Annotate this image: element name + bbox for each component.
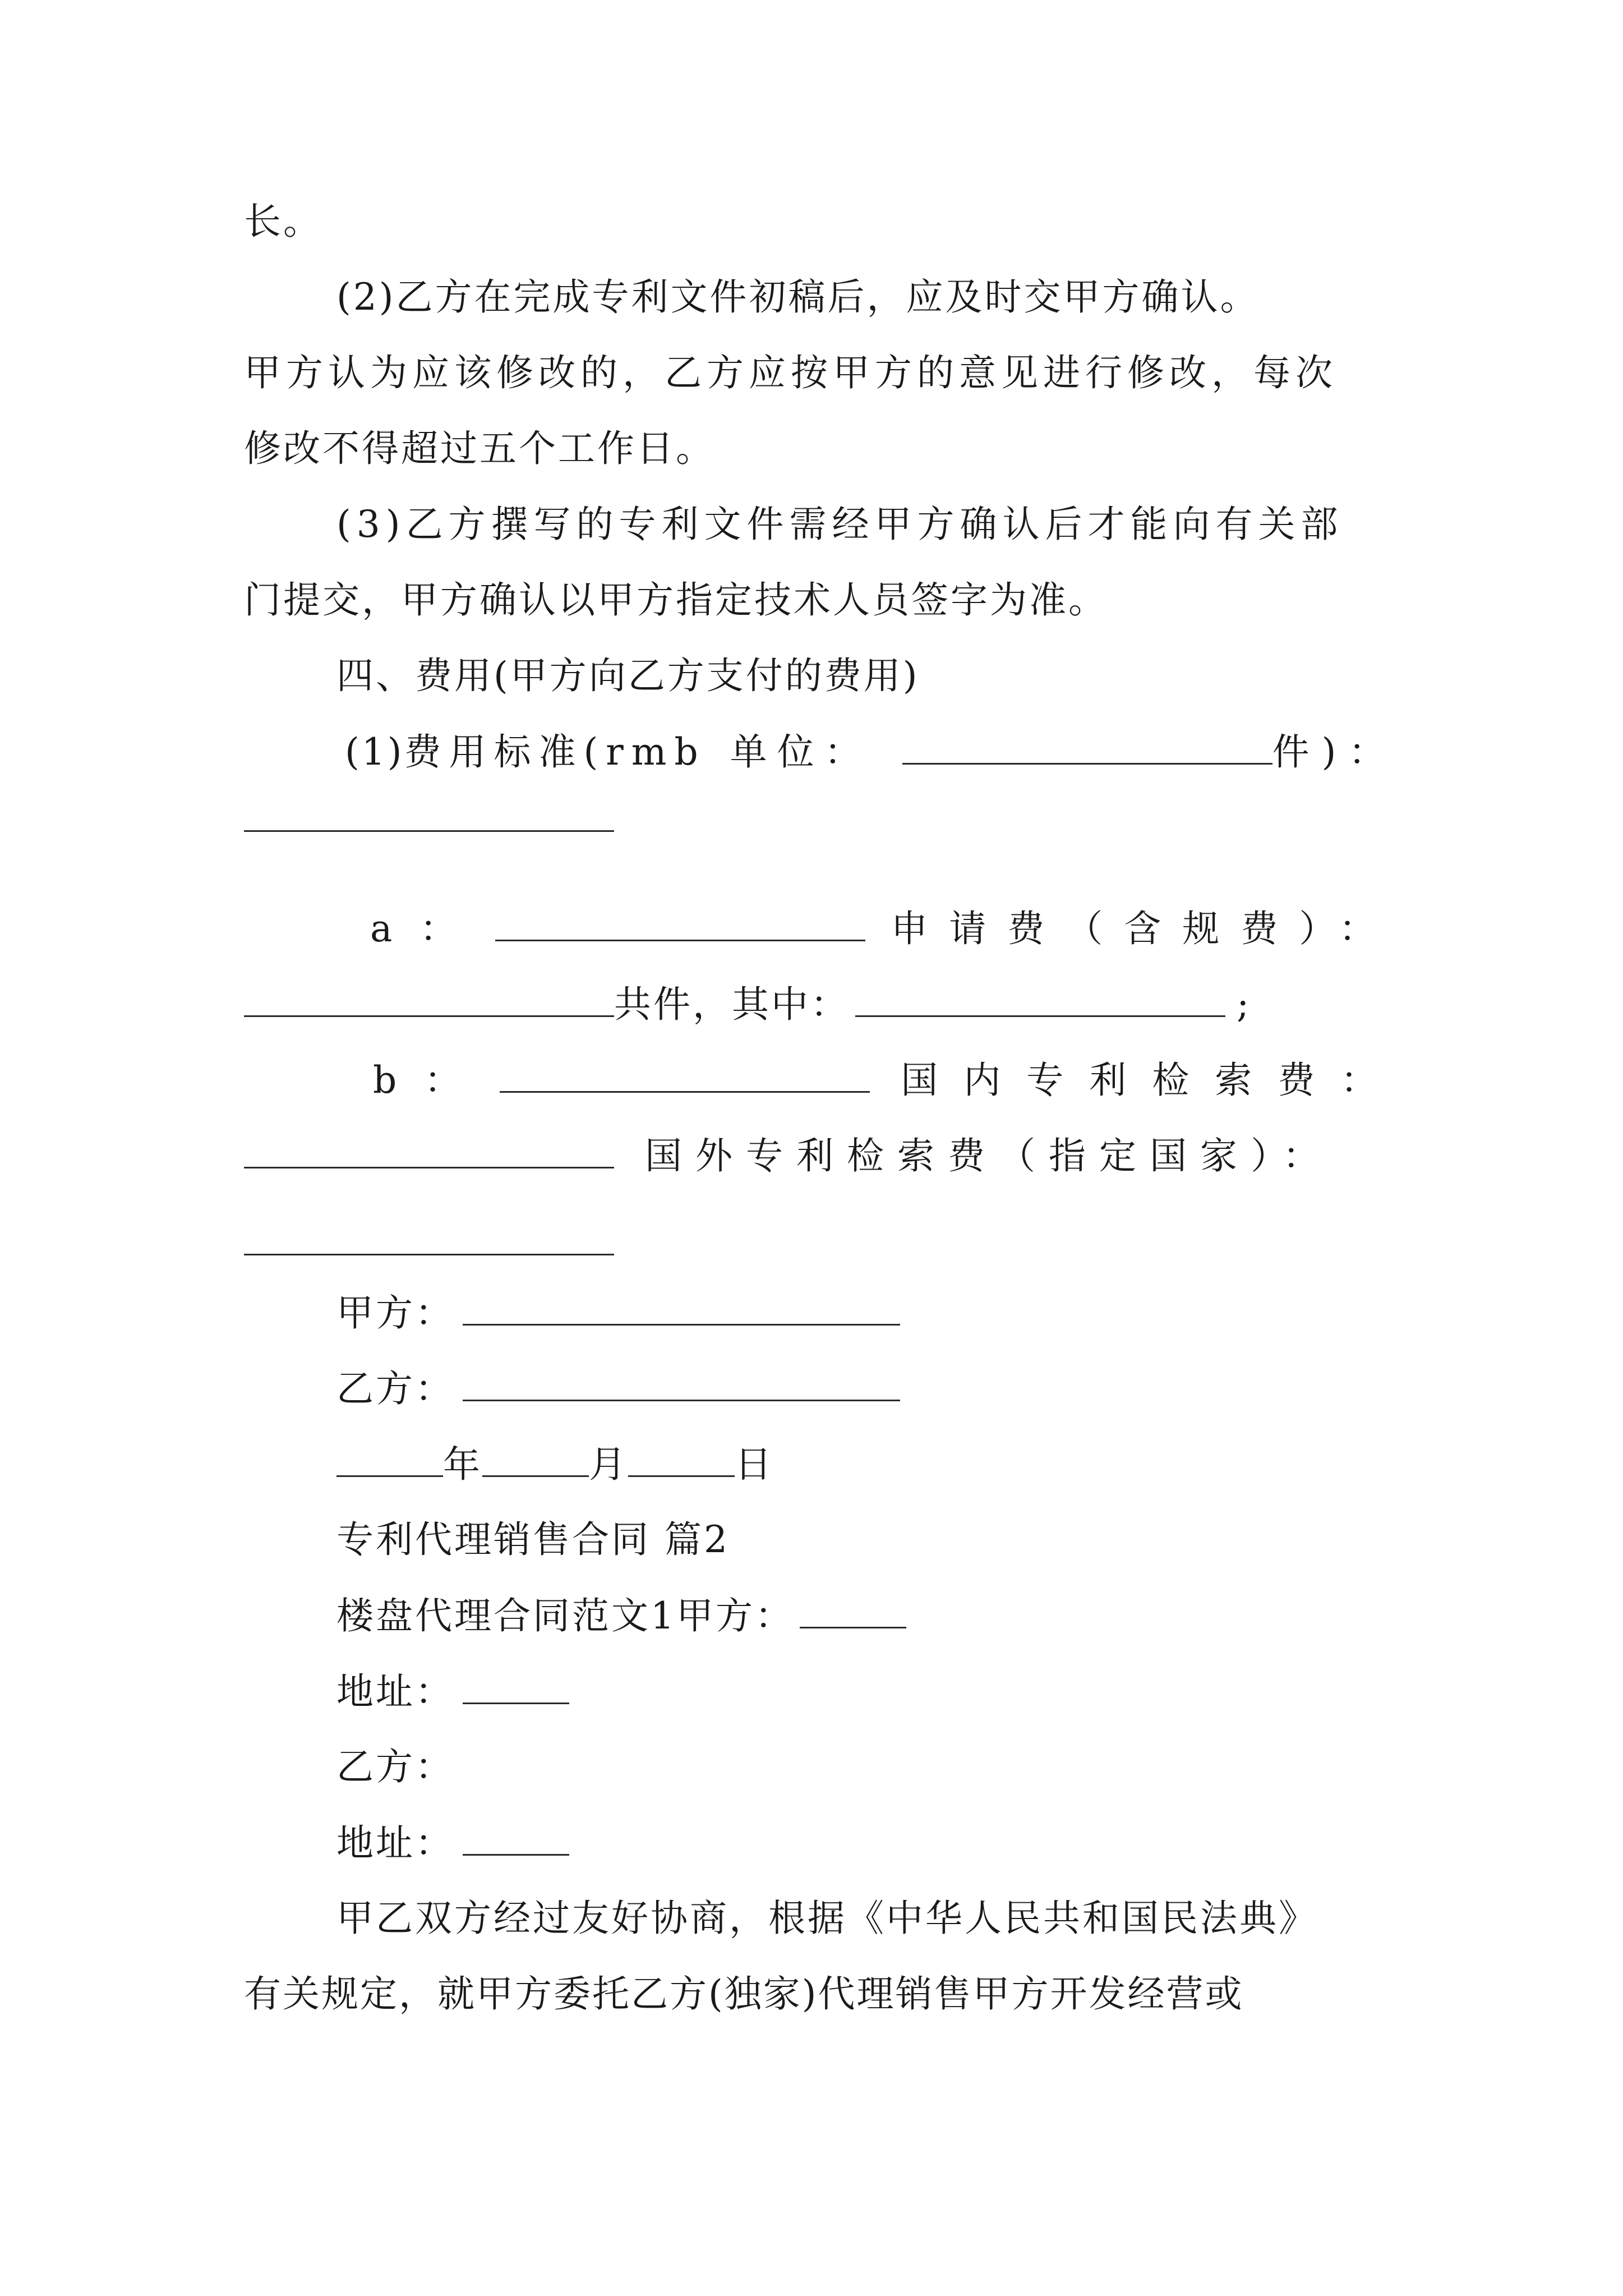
- text-line: 修改不得超过五个工作日。: [244, 427, 715, 470]
- party-a-line: [336, 1285, 900, 1341]
- section2-party-b: 乙方：: [336, 1745, 454, 1788]
- text-line: 甲方认为应该修改的，乙方应按甲方的意见进行修改，每次: [244, 351, 1338, 394]
- item-a-line2: [244, 976, 1251, 1033]
- item-a-text: 申请费（含规费）：: [891, 907, 1398, 950]
- address2-line: [336, 1815, 569, 1871]
- day-label: 日: [735, 1443, 774, 1486]
- section-heading: 四、费用(甲方向乙方支付的费用): [336, 654, 920, 697]
- party-a-label: 甲方：: [336, 1291, 454, 1335]
- fee-standard-unit: 单位：: [730, 730, 872, 774]
- fee-standard-label: 费用标准(rmb: [404, 730, 706, 774]
- address1-line: [336, 1663, 569, 1720]
- date-line: [336, 1436, 774, 1493]
- text-line: (3)乙方撰写的专利文件需经甲方确认后才能向有关部: [336, 503, 1344, 546]
- item-b-blank: [244, 1128, 614, 1168]
- body-line: 甲乙双方经过友好协商，根据《中华人民共和国民法典》: [336, 1897, 1318, 1940]
- text-line: 长。: [244, 200, 322, 243]
- fee-unit-blank: [902, 724, 1272, 765]
- party-b-label: 乙方：: [336, 1367, 454, 1410]
- address2-blank: [463, 1815, 569, 1856]
- item-b-amount-blank: [500, 1052, 870, 1093]
- section2-title: 专利代理销售合同 篇2: [336, 1518, 730, 1561]
- item-a-count-blank: [244, 976, 614, 1017]
- year-label: 年: [443, 1443, 482, 1486]
- address1-blank: [463, 1663, 569, 1704]
- sample-party-a-blank: [800, 1588, 906, 1628]
- day-blank: [628, 1436, 735, 1477]
- party-b-line: [336, 1360, 900, 1417]
- item-a-line: [370, 900, 1398, 957]
- fee-standard-blank: [244, 830, 614, 832]
- text-line: (2)乙方在完成专利文件初稿后，应及时交甲方确认。: [336, 275, 1260, 319]
- sample-text: 楼盘代理合同范文1甲方：: [336, 1594, 794, 1637]
- item-a-count-text: 共件，其中：: [614, 983, 850, 1026]
- item-b-text: 国内专利检索费：: [901, 1059, 1404, 1102]
- item-a-end: ;: [1237, 983, 1252, 1026]
- fee-standard-prefix: (1): [345, 730, 404, 774]
- sample-line: [336, 1588, 906, 1644]
- item-b-country-blank: [244, 1254, 614, 1255]
- fee-standard-line: [345, 724, 1398, 780]
- month-label: 月: [589, 1443, 628, 1486]
- item-b-line: [373, 1052, 1404, 1108]
- item-a-colon: ：: [419, 907, 459, 950]
- month-blank: [482, 1436, 589, 1477]
- item-a-label: a: [370, 907, 395, 950]
- item-b-colon: ：: [424, 1059, 464, 1102]
- fee-standard-suffix: 件)：: [1272, 730, 1398, 774]
- year-blank: [336, 1436, 443, 1477]
- body-line: 有关规定，就甲方委托乙方(独家)代理销售甲方开发经营或: [244, 1972, 1244, 2016]
- party-b-blank: [463, 1360, 900, 1401]
- item-b-label: b: [373, 1059, 399, 1102]
- text-line: 门提交，甲方确认以甲方指定技术人员签字为准。: [244, 578, 1108, 622]
- item-b-foreign-text: 国外专利检索费（指定国家）：: [644, 1134, 1333, 1177]
- address1-label: 地址：: [336, 1670, 454, 1713]
- item-b-line2: [244, 1128, 1357, 1184]
- item-a-detail-blank: [855, 976, 1225, 1017]
- address2-label: 地址：: [336, 1821, 454, 1865]
- party-a-blank: [463, 1285, 900, 1326]
- item-a-amount-blank: [495, 900, 865, 941]
